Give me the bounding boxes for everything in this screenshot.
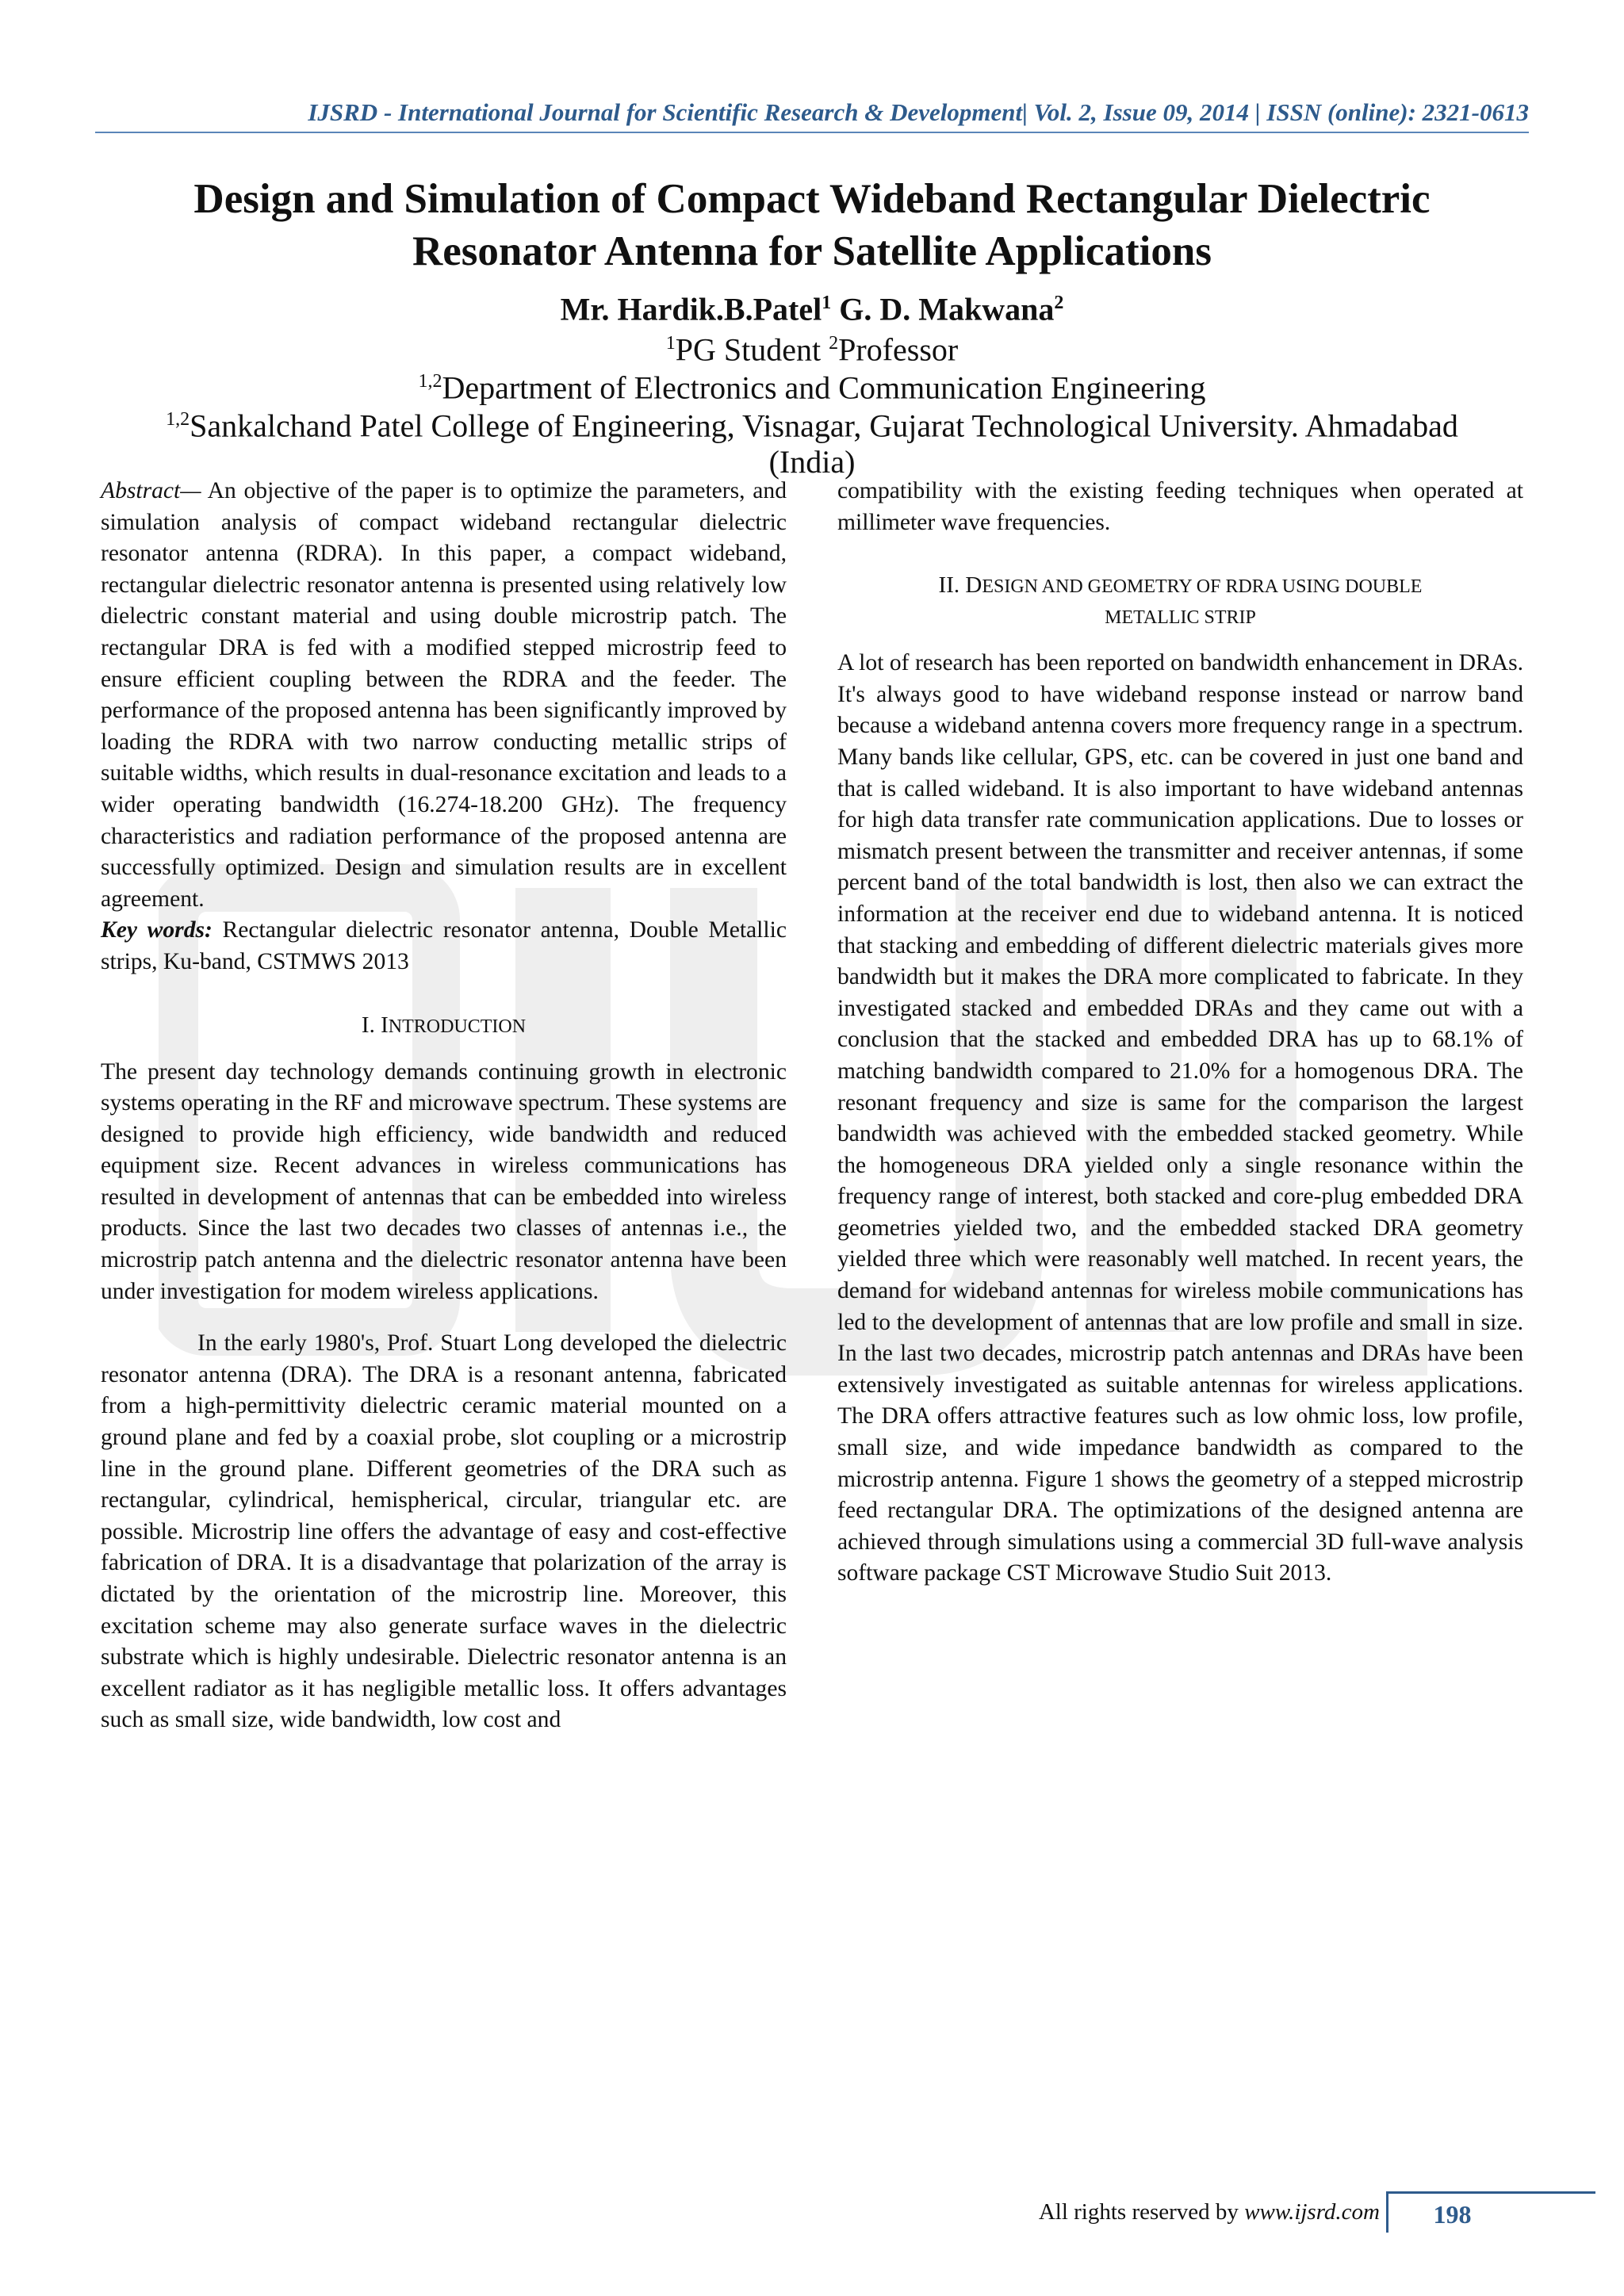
department-text: Department of Electronics and Communication Engineering [442, 369, 1206, 406]
page-number: 198 [1386, 2191, 1516, 2233]
section-2-initial: D [965, 572, 982, 599]
author-1-sup: 1 [822, 293, 832, 313]
section-2-number: II. [938, 572, 966, 599]
intro-paragraph-1: The present day technology demands continuing growth in electronic systems operating in the RF and microwave spectrum. These systems are designed to provide high efficiency, wide bandwidth and reduced equipment size. Recent advances in wireless communications has resulted in development of antennas that can be embedded into wireless products. Since the last two decades two classes of antennas i.e., the microstrip patch antenna and the dielectric resonator antenna have been under investigation for modem wireless applications. [101, 1058, 787, 1304]
author-roles [95, 325, 1529, 368]
keywords [101, 915, 787, 978]
footer-site-link[interactable]: www.ijsrd.com [1244, 2199, 1380, 2225]
intro-continuation: compatibility with the existing feeding techniques when operated at millimeter wave frequencies. [837, 478, 1523, 535]
department [95, 363, 1529, 406]
role-2: Professor [838, 331, 959, 368]
college-text: Sankalchand Patel College of Engineering, Visnagar, Gujarat Technological University. Ahmadabad [190, 408, 1458, 444]
abstract-label: Abstract— [101, 478, 201, 503]
section-1-title-rest: NTRODUCTION [388, 1016, 527, 1037]
title-line-1: Design and Simulation of Compact Wideband Rectangular Dielectric [193, 176, 1431, 222]
footer-prefix: All rights reserved by [1038, 2199, 1245, 2225]
footer-rights [1039, 2198, 1380, 2226]
section-2-title-line-2: METALLIC STRIP [1105, 607, 1256, 629]
section-2-heading [837, 570, 1523, 633]
section-2-paragraph-1: A lot of research has been reported on bandwidth enhancement in DRAs. It's always good to have wideband response instead or narrow band because a wideband antenna covers more frequency range in a spectrum. Many bands like cellular, GPS, etc. can be covered in just one band and that is called wideband. It is also important to have wideband antennas for high data transfer rate communication applications. Due to losses or mismatch present between the transmitter and receiver antennas, if some percent band of the total bandwidth is lost, then also we can extract the information at the receiver end due to wideband antenna. It is noticed that stacking and embedding of different dielectric materials gives more bandwidth but it makes the DRA more complicated to fabricate. In they investigated stacked and embedded DRAs and they came out with a conclusion that the stacked and embedded DRA has up to 68.1% of matching bandwidth compared to 21.0% for a homogenous DRA. The resonant frequency and size is same for the comparison the largest bandwidth was achieved with the embedded stacked geometry. While the homogeneous DRA yielded only a single resonance within the frequency range of interest, both stacked and core-plug embedded DRA geometries yielded two, and the embedded stacked DRA geometry yielded three which were reasonably well matched. In recent years, the demand for wideband antennas for wireless mobile communications has led to the development of antennas that are low profile and small in size. In the last two decades, microstrip patch antennas and DRAs have been extensively investigated as suitable antennas for wireless applications. The DRA offers attractive features such as low ohmic loss, low profile, small size, and wide impedance bandwidth as compared to the microstrip antenna. Figure 1 shows the geometry of a stepped microstrip feed rectangular DRA. The optimizations of the designed antenna are achieved through simulations using a commercial 3D full-wave analysis software package CST Microwave Studio Suit 2013. [837, 650, 1523, 1586]
title-line-2: Resonator Antenna for Satellite Applications [412, 228, 1212, 274]
department-sup: 1,2 [418, 371, 442, 392]
keywords-text: Rectangular dielectric resonator antenna, Double Metallic strips, Ku-band, CSTMWS 2013 [101, 917, 787, 974]
intro-paragraph-2: In the early 1980's, Prof. Stuart Long developed the dielectric resonator antenna (DRA). The DRA is a resonant antenna, fabricated from a high-permittivity dielectric ceramic material mounted on a ground plane and fed by a coaxial probe, slot coupling or a microstrip line in the ground plane. Different geometries of the DRA such as rectangular, cylindrical, hemispherical, circular, triangular etc. are possible. Microstrip line offers the advantage of easy and cost-effective fabrication of DRA. It is a disadvantage that polarization of the array is dictated by the orientation of the microstrip line. Moreover, this excitation scheme may also generate surface waves in the dielectric substrate which is highly undesirable. Dielectric resonator antenna is an excellent radiator as it has negligible metallic loss. It offers advantages such as small size, wide bandwidth, low cost and [101, 1330, 787, 1733]
keywords-label: Key words: [101, 917, 213, 943]
paper-title [95, 173, 1529, 277]
college-sup: 1,2 [166, 409, 190, 430]
college [95, 401, 1529, 480]
authors [95, 281, 1529, 331]
college-country: (India) [768, 444, 856, 480]
section-1-number: I. [361, 1012, 381, 1038]
section-1-initial: I [381, 1012, 389, 1038]
role-1-sup: 1 [665, 333, 676, 354]
section-2-title-rest: ESIGN AND GEOMETRY OF RDRA USING DOUBLE [982, 576, 1423, 598]
author-1: Mr. Hardik.B.Patel [560, 291, 822, 327]
footer-rule [1516, 2191, 1595, 2194]
right-column [837, 476, 1523, 1590]
left-column [101, 476, 787, 1736]
author-2: G. D. Makwana [831, 291, 1055, 327]
header-rule [95, 132, 1529, 133]
role-2-sup: 2 [829, 333, 839, 354]
page-footer [952, 2191, 1586, 2233]
role-1: PG Student [675, 331, 829, 368]
abstract-text: An objective of the paper is to optimize the parameters, and simulation analysis of compact wideband rectangular dielectric resonator antenna (RDRA). In this paper, a compact wideband, rectangular dielectric resonator antenna is presented using relatively low dielectric constant material and using double microstrip patch. The rectangular DRA is fed with a modified stepped microstrip feed to ensure efficient coupling between the RDRA and the feeder. The performance of the proposed antenna has been significantly improved by loading the RDRA with two narrow conducting metallic strips of suitable widths, which results in dual-resonance excitation and leads to a wider operating bandwidth (16.274-18.200 GHz). The frequency characteristics and radiation performance of the proposed antenna are successfully optimized. Design and simulation results are in excellent agreement. [101, 478, 787, 912]
running-header: IJSRD - International Journal for Scientific Research & Development| Vol. 2, Issue 09, 2014 | ISSN (online): 2321-0613 [308, 98, 1529, 126]
abstract [101, 476, 787, 915]
author-2-sup: 2 [1054, 293, 1064, 313]
section-1-heading [101, 1010, 787, 1043]
